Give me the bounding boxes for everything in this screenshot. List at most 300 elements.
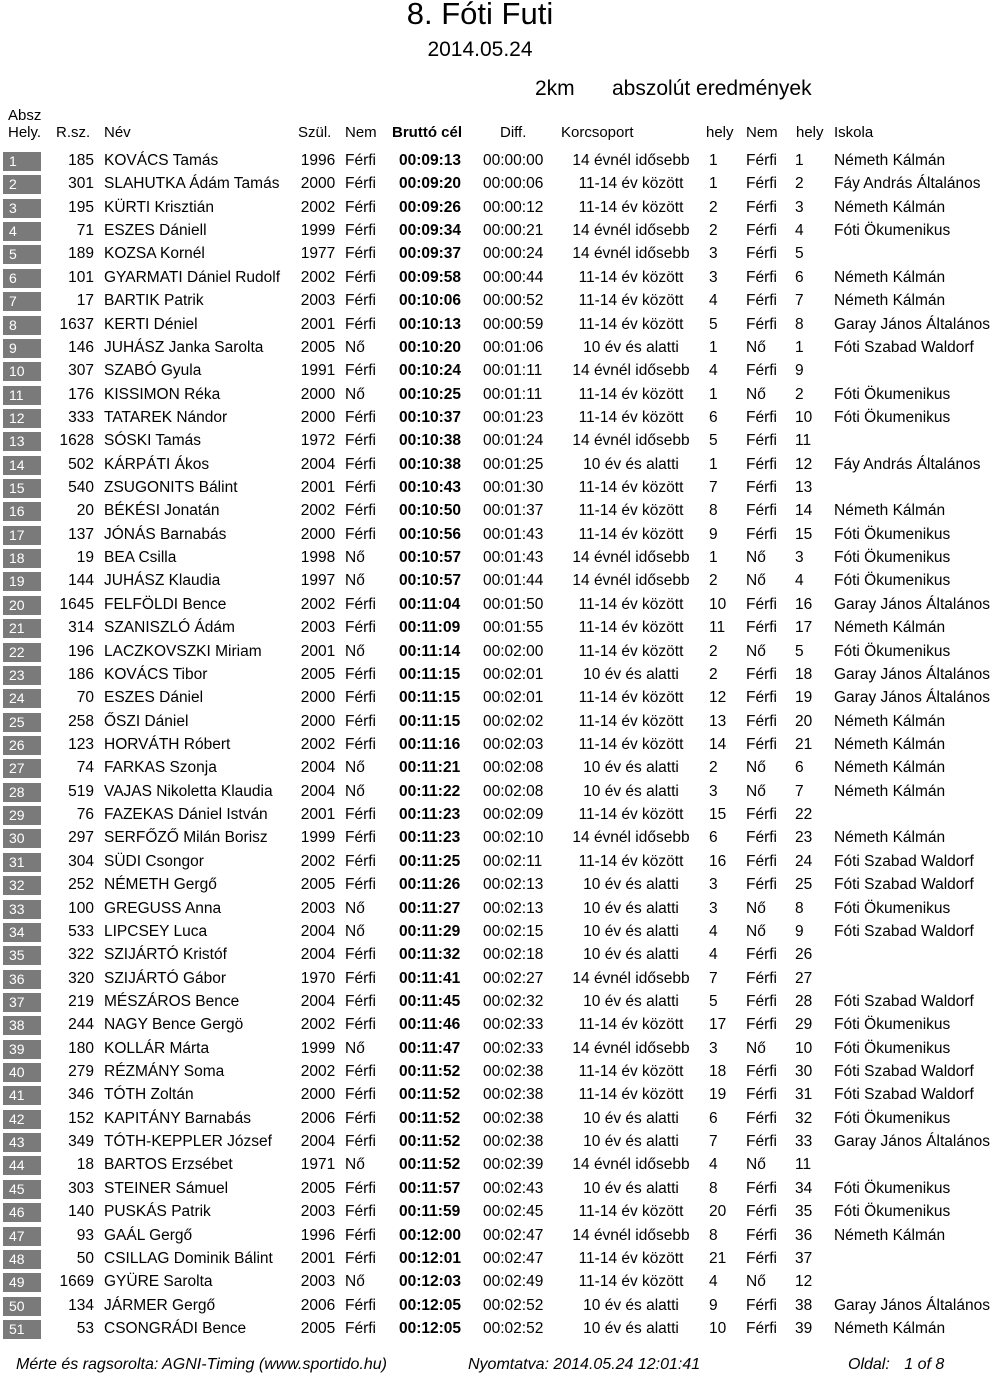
school-name: Fóti Szabad Waldorf [834,876,974,894]
header-diff: Diff. [500,124,527,141]
school-place: 20 [795,712,813,730]
birth-year: 1991 [300,362,336,380]
category-gender: Férfi [746,619,777,637]
gender: Férfi [345,595,376,613]
birth-year: 2002 [300,502,336,520]
school-place: 24 [795,852,813,870]
bib-number: 53 [76,1319,94,1337]
school-name: Fóti Ökumenikus [834,1109,951,1127]
category-gender: Nő [746,385,766,403]
birth-year: 1999 [300,1039,336,1057]
gender: Férfi [345,735,376,753]
place-badge: 50 [3,1297,41,1316]
school-place: 15 [795,525,813,543]
category-place: 3 [709,782,718,800]
bib-number: 189 [68,245,94,263]
birth-year: 2002 [300,198,336,216]
age-category: 14 évnél idősebb [572,1156,690,1174]
place-badge: 16 [3,502,41,521]
school-place: 6 [795,268,804,286]
event-date: 2014.05.24 [427,38,533,61]
age-category: 10 év és alatti [583,1319,679,1337]
time-diff: 00:02:39 [483,1156,544,1174]
category-gender: Férfi [746,712,777,730]
time-diff: 00:01:30 [483,479,544,497]
age-category: 11-14 év között [578,689,684,707]
table-row [0,1038,960,1061]
category-place: 2 [709,759,718,777]
gross-time: 00:11:21 [399,759,461,777]
place-badge: 39 [3,1040,41,1059]
header-category: Korcsoport [561,124,634,141]
gender: Férfi [345,1296,376,1314]
table-row [0,874,974,897]
category-place: 9 [709,1296,718,1314]
time-diff: 00:00:21 [483,222,544,240]
table-row [0,804,960,827]
age-category: 11-14 év között [578,1273,684,1291]
school-place: 18 [795,665,813,683]
category-gender: Férfi [746,362,777,380]
school-name: Fóti Ökumenikus [834,1016,951,1034]
age-category: 11-14 év között [578,1086,684,1104]
category-gender: Férfi [746,479,777,497]
category-gender: Nő [746,572,766,590]
category-place: 18 [709,1063,727,1081]
school-place: 5 [795,245,804,263]
gross-time: 00:11:26 [399,876,461,894]
bib-number: 333 [68,408,94,426]
table-row [0,314,990,337]
time-diff: 00:02:38 [483,1063,544,1081]
school-name: Németh Kálmán [834,198,946,216]
gross-time: 00:11:52 [399,1156,461,1174]
gross-time: 00:10:50 [399,502,462,520]
category-place: 1 [709,549,718,567]
gross-time: 00:12:03 [399,1273,462,1291]
category-place: 3 [709,876,718,894]
bib-number: 70 [76,689,94,707]
school-name: Garay János Általános [834,315,990,333]
school-place: 1 [795,338,804,356]
school-name: Fóti Ökumenikus [834,899,951,917]
gross-time: 00:12:05 [399,1319,462,1337]
table-row [0,1201,960,1224]
category-gender: Nő [746,1273,766,1291]
birth-year: 2004 [300,759,336,777]
school-place: 35 [795,1203,813,1221]
runner-name: JÓNÁS Barnabás [104,525,227,543]
place-badge: 31 [3,853,41,872]
category-place: 5 [709,992,718,1010]
place-badge: 46 [3,1203,41,1222]
table-row [0,968,960,991]
school-place: 7 [795,782,804,800]
runner-name: TÓTH-KEPPLER József [104,1133,272,1151]
category-gender: Nő [746,338,766,356]
school-name: Fóti Ökumenikus [834,1179,951,1197]
bib-number: 314 [68,619,94,637]
runner-name: STEINER Sámuel [104,1179,229,1197]
runner-name: KOZSA Kornél [104,245,205,263]
category-place: 15 [709,806,727,824]
place-badge: 44 [3,1156,41,1175]
age-category: 14 évnél idősebb [572,1226,690,1244]
school-name: Garay János Általános [834,1296,990,1314]
age-category: 14 évnél idősebb [572,362,690,380]
table-row [0,384,960,407]
time-diff: 00:02:09 [483,806,544,824]
gross-time: 00:09:37 [399,245,462,263]
age-category: 11-14 év között [578,268,684,286]
gender: Férfi [345,502,376,520]
time-diff: 00:02:11 [483,852,543,870]
time-diff: 00:00:44 [483,268,544,286]
category-gender: Nő [746,782,766,800]
category-place: 4 [709,1156,718,1174]
category-place: 3 [709,1039,718,1057]
bib-number: 152 [68,1109,94,1127]
bib-number: 71 [76,222,94,240]
place-badge: 7 [3,292,41,311]
header-category-place: hely [706,124,734,141]
category-gender: Nő [746,759,766,777]
table-row [0,1295,990,1318]
age-category: 11-14 év között [578,315,684,333]
time-diff: 00:02:08 [483,759,544,777]
category-place: 5 [709,432,718,450]
school-name: Németh Kálmán [834,502,946,520]
age-category: 11-14 év között [578,408,684,426]
place-badge: 1 [3,152,41,171]
category-gender: Nő [746,549,766,567]
gender: Férfi [345,152,376,169]
runner-name: SZANISZLÓ Ádám [104,619,235,637]
school-place: 10 [795,408,813,426]
category-place: 4 [709,1273,718,1291]
runner-name: VAJAS Nikoletta Klaudia [104,782,273,800]
category-place: 1 [709,455,718,473]
gender: Férfi [345,1109,376,1127]
bib-number: 176 [68,385,94,403]
birth-year: 1977 [300,245,336,263]
gender: Férfi [345,455,376,473]
time-diff: 00:02:13 [483,876,544,894]
place-badge: 43 [3,1133,41,1152]
table-row [0,524,960,547]
school-place: 2 [795,175,804,193]
bib-number: 540 [68,479,94,497]
table-row [0,617,960,640]
birth-year: 2006 [300,1109,336,1127]
birth-year: 1998 [300,549,336,567]
category-place: 9 [709,525,718,543]
age-category: 11-14 év között [578,1203,684,1221]
place-badge: 25 [3,713,41,732]
birth-year: 2005 [300,665,336,683]
age-category: 10 év és alatti [583,946,679,964]
school-place: 9 [795,362,804,380]
runner-name: BEA Csilla [104,549,177,567]
birth-year: 2000 [300,1086,336,1104]
birth-year: 1999 [300,829,336,847]
age-category: 11-14 év között [578,175,684,193]
category-place: 2 [709,665,718,683]
school-name: Németh Kálmán [834,829,946,847]
category-place: 7 [709,1133,718,1151]
school-name: Fóti Szabad Waldorf [834,1063,974,1081]
table-row [0,1225,960,1248]
time-diff: 00:02:38 [483,1086,544,1104]
age-category: 10 év és alatti [583,759,679,777]
bib-number: 301 [68,175,94,193]
time-diff: 00:01:43 [483,549,544,567]
gross-time: 00:11:15 [399,665,461,683]
category-place: 8 [709,1226,718,1244]
birth-year: 1971 [300,1156,336,1174]
category-gender: Férfi [746,175,777,193]
time-diff: 00:01:37 [483,502,544,520]
category-place: 2 [709,222,718,240]
runner-name: ESZES Dániell [104,222,207,240]
birth-year: 2004 [300,922,336,940]
header-birth-year: Szül. [298,124,332,141]
birth-year: 2003 [300,619,336,637]
school-place: 37 [795,1249,813,1267]
gross-time: 00:10:38 [399,455,462,473]
category-place: 2 [709,642,718,660]
birth-year: 2001 [300,479,336,497]
school-name: Németh Kálmán [834,152,946,169]
gender: Férfi [345,245,376,263]
age-category: 10 év és alatti [583,876,679,894]
birth-year: 2002 [300,735,336,753]
school-name: Fóti Szabad Waldorf [834,852,974,870]
category-gender: Férfi [746,1179,777,1197]
age-category: 11-14 év között [578,1063,684,1081]
age-category: 11-14 év között [578,595,684,613]
bib-number: 186 [68,665,94,683]
gross-time: 00:11:57 [399,1179,461,1197]
school-place: 13 [795,479,813,497]
gender: Férfi [345,689,376,707]
gender: Férfi [345,268,376,286]
gross-time: 00:11:16 [399,735,461,753]
gender: Férfi [345,806,376,824]
school-name: Garay János Általános [834,595,990,613]
runner-name: CSILLAG Dominik Bálint [104,1249,273,1267]
category-gender: Férfi [746,1016,777,1034]
gross-time: 00:10:37 [399,408,462,426]
category-gender: Férfi [746,1109,777,1127]
header-bib: R.sz. [56,124,91,141]
runner-name: GREGUSS Anna [104,899,222,917]
time-diff: 00:02:52 [483,1296,544,1314]
gender: Nő [345,1273,365,1291]
bib-number: 502 [68,455,94,473]
time-diff: 00:02:27 [483,969,544,987]
category-place: 4 [709,362,718,380]
gender: Férfi [345,292,376,310]
place-badge: 34 [3,923,41,942]
results-table [0,150,990,1341]
birth-year: 2003 [300,1203,336,1221]
category-gender: Férfi [746,969,777,987]
table-row [0,220,960,243]
place-badge: 18 [3,549,41,568]
category-gender: Férfi [746,292,777,310]
school-name: Fóti Szabad Waldorf [834,922,974,940]
category-gender: Férfi [746,1249,777,1267]
gender: Nő [345,1156,365,1174]
birth-year: 2003 [300,1273,336,1291]
bib-number: 134 [68,1296,94,1314]
category-gender: Férfi [746,268,777,286]
place-badge: 23 [3,666,41,685]
age-category: 11-14 év között [578,806,684,824]
gender: Férfi [345,665,376,683]
gender: Férfi [345,175,376,193]
age-category: 11-14 év között [578,1016,684,1034]
category-gender: Férfi [746,222,777,240]
category-gender: Férfi [746,245,777,263]
table-row [0,594,990,617]
table-row [0,898,960,921]
runner-name: ŐSZI Dániel [104,712,189,730]
school-place: 3 [795,549,804,567]
table-row [0,781,960,804]
gross-time: 00:11:23 [399,829,461,847]
gender: Férfi [345,619,376,637]
category-place: 1 [709,175,718,193]
gross-time: 00:10:06 [399,292,462,310]
gross-time: 00:10:13 [399,315,462,333]
school-place: 3 [795,198,804,216]
category-gender: Férfi [746,1063,777,1081]
gross-time: 00:09:58 [399,268,462,286]
header-gender: Nem [345,124,377,141]
time-diff: 00:02:38 [483,1109,544,1127]
time-diff: 00:01:24 [483,432,544,450]
birth-year: 2000 [300,689,336,707]
table-row [0,500,960,523]
bib-number: 74 [76,759,94,777]
gross-time: 00:11:09 [399,619,461,637]
footer-page-label: Oldal: [848,1356,890,1373]
place-badge: 2 [3,175,41,194]
bib-number: 533 [68,922,94,940]
place-badge: 12 [3,409,41,428]
header-school-place: hely [796,124,824,141]
bib-number: 101 [68,268,94,286]
gross-time: 00:09:13 [399,152,462,169]
runner-name: SÜDI Csongor [104,852,204,870]
age-category: 11-14 év között [578,712,684,730]
time-diff: 00:02:08 [483,782,544,800]
place-badge: 19 [3,572,41,591]
table-row [0,430,960,453]
place-badge: 38 [3,1016,41,1035]
runner-name: JUHÁSZ Klaudia [104,572,221,590]
school-place: 12 [795,455,813,473]
gender: Férfi [345,1133,376,1151]
school-place: 5 [795,642,804,660]
table-row [0,734,960,757]
category-gender: Nő [746,642,766,660]
gender: Férfi [345,992,376,1010]
place-badge: 24 [3,689,41,708]
table-row [0,1154,960,1177]
age-category: 11-14 év között [578,198,684,216]
school-place: 8 [795,899,804,917]
header-name: Név [104,124,131,141]
age-category: 14 évnél idősebb [572,222,690,240]
age-category: 10 év és alatti [583,1133,679,1151]
category-place: 2 [709,198,718,216]
time-diff: 00:01:44 [483,572,544,590]
birth-year: 2001 [300,806,336,824]
school-place: 32 [795,1109,813,1127]
school-place: 4 [795,572,804,590]
school-place: 16 [795,595,813,613]
gross-time: 00:11:14 [399,642,461,660]
age-category: 10 év és alatti [583,782,679,800]
gender: Férfi [345,1249,376,1267]
time-diff: 00:02:02 [483,712,544,730]
gender: Férfi [345,1226,376,1244]
runner-name: RÉZMÁNY Soma [104,1063,225,1081]
header-gender-2: Nem [746,124,778,141]
header-place: Hely. [8,124,42,141]
time-diff: 00:02:13 [483,899,544,917]
gender: Férfi [345,432,376,450]
place-badge: 9 [3,339,41,358]
birth-year: 2005 [300,338,336,356]
table-row [0,757,960,780]
gender: Férfi [345,198,376,216]
distance-label: 2km [535,77,575,100]
runner-name: SZABÓ Gyula [104,362,202,380]
category-place: 4 [709,946,718,964]
table-row [0,360,960,383]
header-gross-time: Bruttó cél [392,124,463,141]
bib-number: 279 [68,1063,94,1081]
runner-name: JUHÁSZ Janka Sarolta [104,338,264,356]
runner-name: KÜRTI Krisztián [104,198,214,216]
time-diff: 00:02:52 [483,1319,544,1337]
age-category: 10 év és alatti [583,899,679,917]
bib-number: 252 [68,876,94,894]
birth-year: 2002 [300,1016,336,1034]
footer-credit: Mérte és ragsorolta: AGNI-Timing (www.sportido.hu) [16,1356,387,1373]
bib-number: 19 [76,549,94,567]
birth-year: 2002 [300,852,336,870]
gross-time: 00:11:52 [399,1086,461,1104]
runner-name: KÁRPÁTI Ákos [104,455,210,473]
gender: Férfi [345,1086,376,1104]
age-category: 14 évnél idősebb [572,152,690,169]
bib-number: 219 [68,992,94,1010]
runner-name: TÓTH Zoltán [104,1086,194,1104]
age-category: 11-14 év között [578,385,684,403]
runner-name: GAÁL Gergő [104,1226,193,1244]
category-gender: Férfi [746,1319,777,1337]
school-name: Fóti Ökumenikus [834,572,951,590]
category-gender: Férfi [746,315,777,333]
bib-number: 1645 [59,595,94,613]
time-diff: 00:01:23 [483,408,544,426]
runner-name: SZIJÁRTÓ Kristóf [104,946,227,964]
